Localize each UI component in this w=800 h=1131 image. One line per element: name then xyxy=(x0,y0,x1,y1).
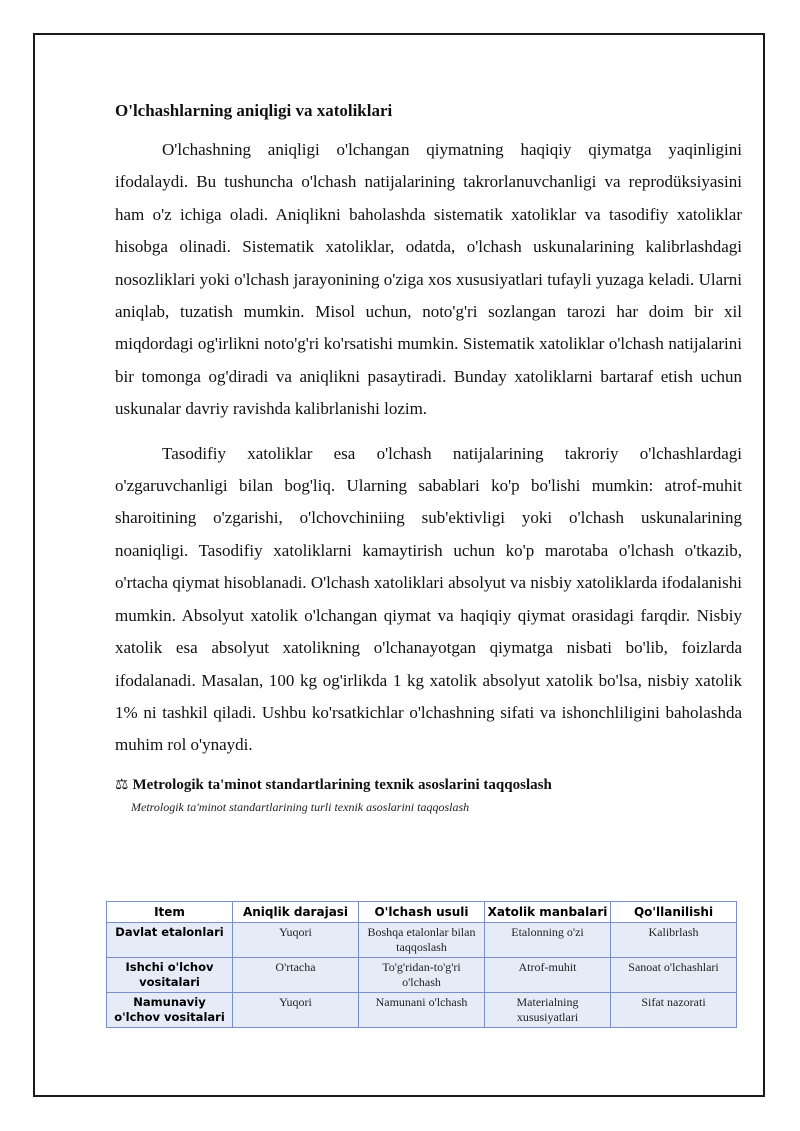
table-section-title xyxy=(115,774,742,795)
table-row xyxy=(107,923,737,958)
table-cell: Yuqori xyxy=(233,993,359,1028)
column-header-application: Qo'llanilishi xyxy=(611,902,737,923)
column-header-method: O'lchash usuli xyxy=(359,902,485,923)
table-cell: Namunani o'lchash xyxy=(359,993,485,1028)
table-header-row xyxy=(107,902,737,923)
column-header-accuracy: Aniqlik darajasi xyxy=(233,902,359,923)
table-cell: Sanoat o'lchashlari xyxy=(611,958,737,993)
table-cell: Sifat nazorati xyxy=(611,993,737,1028)
table-cell: Materialning xususiyatlari xyxy=(485,993,611,1028)
table-cell: Etalonning o'zi xyxy=(485,923,611,958)
section-heading: O'lchashlarning aniqligi va xatoliklari xyxy=(115,101,393,120)
document-body xyxy=(115,96,742,815)
paragraph-accuracy: O'lchashning aniqligi o'lchangan qiymatning haqiqiy qiymatga yaqinligini ifodalaydi. Bu tushuncha o'lchash natijalarining takrorlanuvchanligi va reprodüksiyasini ham o'z ichiga oladi. Aniqlikni baholashda sistematik xatoliklar va tasodifiy xatoliklar hisobga olinadi. Sistematik xatoliklar, odatda, o'lchash uskunalarining kalibrlashdagi nosozliklari yoki o'lchash jarayonining o'ziga xos xususiyatlari tufayli yuzaga keladi. Ularni aniqlab, tuzatish mumkin. Misol uchun, noto'g'ri sozlangan tarozi har doim bir xil miqdordagi og'irlikni noto'g'ri ko'rsatishi mumkin. Sistematik xatoliklar o'lchash natijalarini bir tomonga og'diradi va aniqlikni pasaytiradi. Bunday xatoliklarni bartaraf etish uchun uskunalar davriy ravishda kalibrlanishi lozim. xyxy=(115,140,742,419)
paragraph-random-errors: Tasodifiy xatoliklar esa o'lchash natijalarining takroriy o'lchashlardagi o'zgaruvchanligi bilan bog'liq. Ularning sabablari ko'p bo'lishi mumkin: atrof-muhit sharoitining o'zgarishi, o'lchovchiniing sub'ektivligi yoki o'lchash uskunalarining noaniqligi. Tasodifiy xatoliklarni kamaytirish uchun ko'p marotaba o'lchash o'tkazib, o'rtacha qiymat hisoblanadi. O'lchash xatoliklari absolyut va nisbiy xatoliklarda ifodalanishi mumkin. Absolyut xatolik o'lchangan qiymat va haqiqiy qiymat orasidagi farqdir. Nisbiy xatolik esa absolyut xatolikning o'lchanayotgan qiymatga nisbati bo'lib, foizlarda ifodalanadi. Masalan, 100 kg og'irlikda 1 kg xatolik absolyut xatolik bo'lsa, nisbiy xatolik 1% ni tashkil qiladi. Ushbu ko'rsatkichlar o'lchashning sifati va ishonchliligini baholashda muhim rol o'ynaydi. xyxy=(115,443,742,755)
table-caption: Metrologik ta'minot standartlarining turli texnik asoslarini taqqoslash xyxy=(131,799,470,814)
table-cell: Namunaviy o'lchov vositalari xyxy=(107,993,233,1028)
table-cell: Davlat etalonlari xyxy=(107,923,233,958)
table-cell: O'rtacha xyxy=(233,958,359,993)
column-header-error-sources: Xatolik manbalari xyxy=(485,902,611,923)
table-cell: Yuqori xyxy=(233,923,359,958)
table-cell: Atrof-muhit xyxy=(485,958,611,993)
table-cell: Kalibrlash xyxy=(611,923,737,958)
comparison-table xyxy=(106,901,737,1028)
column-header-item: Item xyxy=(107,902,233,923)
table-cell: Boshqa etalonlar bilan taqqoslash xyxy=(359,923,485,958)
table-cell: To'g'ridan-to'g'ri o'lchash xyxy=(359,958,485,993)
table-row xyxy=(107,993,737,1028)
table-section-title-text: Metrologik ta'minot standartlarining texnik asoslarini taqqoslash xyxy=(132,776,552,793)
scales-icon: ⚖ xyxy=(115,774,129,793)
table-row xyxy=(107,958,737,993)
table-cell: Ishchi o'lchov vositalari xyxy=(107,958,233,993)
